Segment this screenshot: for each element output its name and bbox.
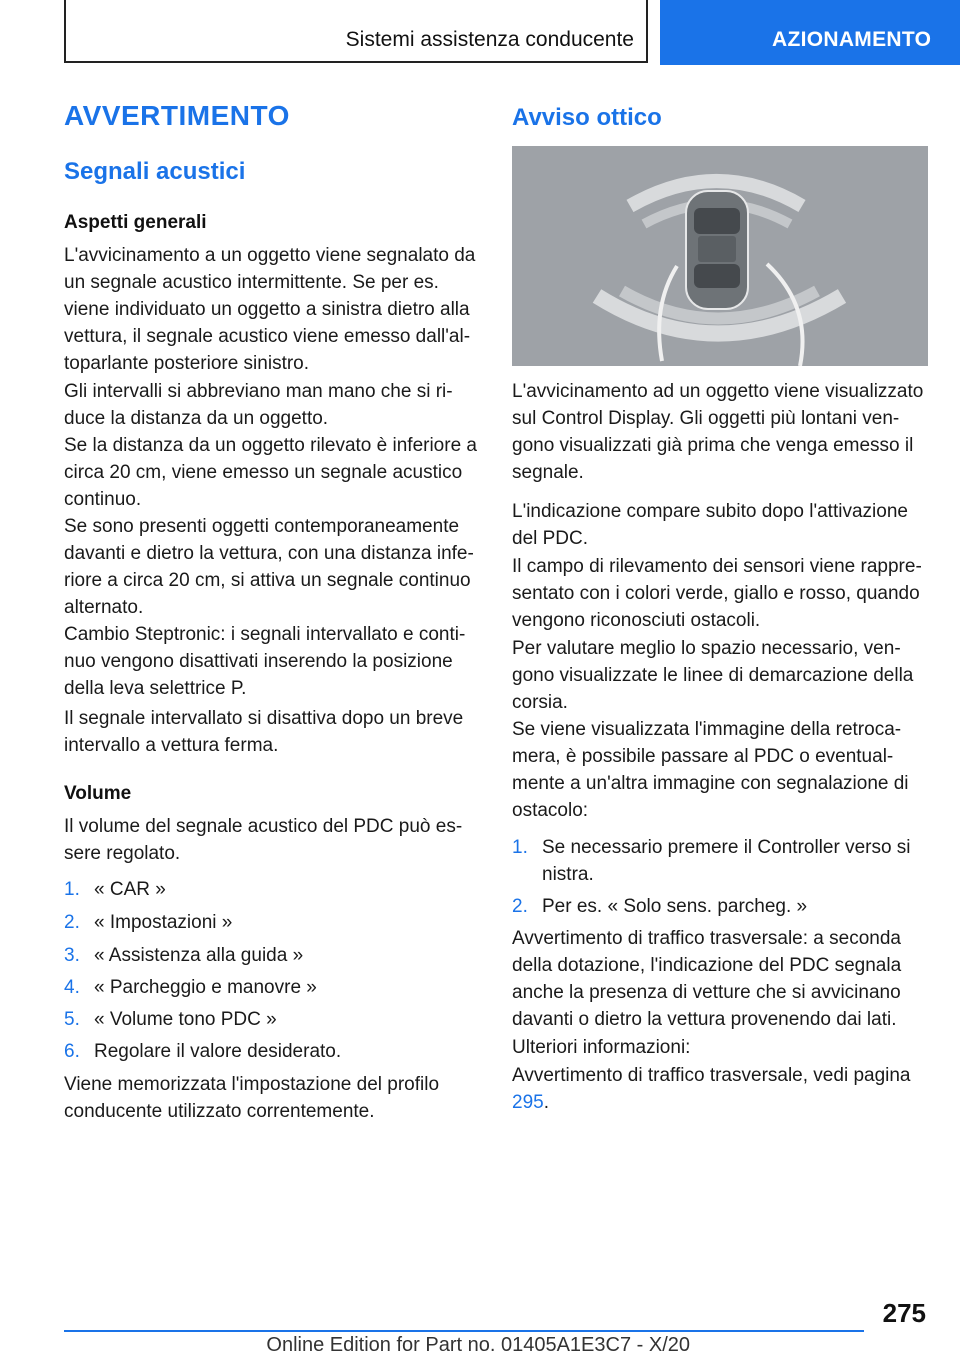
chapter-tab-label: AZIONAMENTO xyxy=(772,28,932,51)
section-title: AVVERTIMENTO xyxy=(64,100,290,131)
subsection-title-acoustic: Segnali acustici xyxy=(64,158,246,185)
step-number: 6. xyxy=(64,1041,80,1062)
step-text: « CAR » xyxy=(94,879,166,900)
paragraph-volume: Il volume del segnale acustico del PDC può essere regolato. xyxy=(64,816,463,864)
step-text: « Volume tono PDC » xyxy=(94,1009,277,1030)
footer-edition: Online Edition for Part no. 01405A1E3C7 - X/20 xyxy=(266,1334,690,1356)
step-number: 4. xyxy=(64,977,80,998)
pdc-illustration xyxy=(512,146,928,366)
header-bar xyxy=(64,0,648,63)
footer-divider xyxy=(64,1330,864,1332)
step-text: Per es. « Solo sens. parcheg. » xyxy=(542,896,808,917)
chapter-tab[interactable] xyxy=(660,0,960,65)
page-number: 275 xyxy=(882,1298,926,1328)
paragraph-cross-traffic: Avvertimento di traffico trasversale: a seconda della dotazione, l'indicazione del PDC segnala anche la presenza di vetture che si avvicinano davanti o dietro la vettura provenendo dai lati. xyxy=(512,928,902,1030)
step-text: « Parcheggio e manovre » xyxy=(94,977,317,998)
step-text: « Assistenza alla guida » xyxy=(94,945,304,966)
step-text: Se necessario premere il Controller verso si xyxy=(542,837,911,858)
step-number: 2. xyxy=(512,896,528,917)
paragraph-general-6: Il segnale intervallato si disattiva dopo un breve intervallo a vettura ferma. xyxy=(64,708,464,756)
paragraph-general-4: Se sono presenti oggetti contemporaneamente davanti e dietro la vettura, con una distanza inferiore a circa 20 cm, si attiva un segnale continuo alternato. xyxy=(64,516,474,618)
subsection-title-optical: Avviso ottico xyxy=(512,104,662,131)
heading-general: Aspetti generali xyxy=(64,212,207,233)
step-text: « Impostazioni » xyxy=(94,912,233,933)
reference-text: Avvertimento di traffico trasversale, vedi pagina xyxy=(512,1065,911,1086)
paragraph-optical-1: L'avvicinamento ad un oggetto viene visualizzato sul Control Display. Gli oggetti più lontani vengono visualizzati già prima che venga emesso il segnale. xyxy=(512,381,924,483)
pdc-display-image xyxy=(512,146,928,366)
header-title: Sistemi assistenza conducente xyxy=(345,28,634,51)
paragraph-optical-2: L'indicazione compare subito dopo l'attivazione del PDC. xyxy=(512,501,908,549)
paragraph-general-1: L'avvicinamento a un oggetto viene segnalato da un segnale acustico intermittente. Se per es. viene individuato un oggetto a sinistra dietro alla vettura, il segnale acustico viene emesso dall'altoparlante posteriore sinistro. xyxy=(64,245,476,374)
paragraph-general-5: Cambio Steptronic: i segnali intervallato e continuo vengono disattivati inserendo la posizione della leva selettrice P. xyxy=(64,624,466,699)
paragraph-optical-5: Se viene visualizzata l'immagine della retrocamera, è possibile passare al PDC o eventualmente a un'altra immagine con segnalazione di ostacolo: xyxy=(512,719,909,821)
heading-volume: Volume xyxy=(64,783,132,804)
page-reference-link[interactable]: 295 xyxy=(512,1092,544,1113)
step-number: 5. xyxy=(64,1009,80,1030)
paragraph-further-info: Ulteriori informazioni: xyxy=(512,1037,691,1058)
paragraph-general-3: Se la distanza da un oggetto rilevato è inferiore a circa 20 cm, viene emesso un segnale acustico continuo. xyxy=(64,435,477,510)
step-text: Regolare il valore desiderato. xyxy=(94,1041,342,1062)
paragraph-general-2: Gli intervalli si abbreviano man mano che si riduce la distanza da un oggetto. xyxy=(64,381,453,429)
step-text: nistra. xyxy=(542,864,594,885)
step-number: 1. xyxy=(64,879,80,900)
paragraph-reference xyxy=(512,1062,932,1116)
paragraph-optical-3: Il campo di rilevamento dei sensori viene rappresentato con i colori verde, giallo e rosso, quando vengono riconosciuti ostacoli. xyxy=(512,556,922,631)
paragraph-optical-4: Per valutare meglio lo spazio necessario, vengono visualizzate le linee di demarcazione della corsia. xyxy=(512,638,914,713)
step-number: 2. xyxy=(64,912,80,933)
reference-end: . xyxy=(543,1092,549,1113)
step-number: 1. xyxy=(512,837,528,858)
paragraph-closing: Viene memorizzata l'impostazione del profilo conducente utilizzato correntemente. xyxy=(64,1074,440,1122)
step-number: 3. xyxy=(64,945,80,966)
